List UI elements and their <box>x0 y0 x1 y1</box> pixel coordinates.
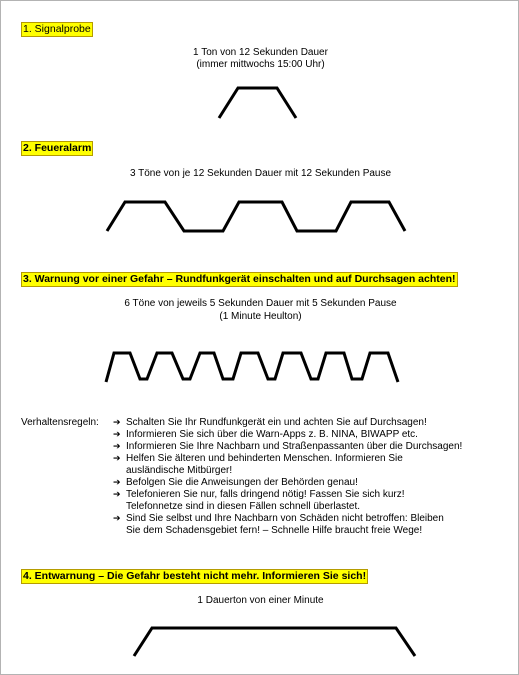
signal-curve-continuous-tone <box>134 628 415 656</box>
warnung-tone-diagram <box>1 346 519 391</box>
entwarnung-description: 1 Dauerton von einer Minute <box>197 595 324 606</box>
warnung-description: 6 Töne von jeweils 5 Sekunden Dauer mit 5 Sekunden Pause <box>124 298 397 309</box>
signal-curve-howling-tone <box>106 353 398 382</box>
right-arrow-icon: ➔ <box>113 454 121 464</box>
right-arrow-icon: ➔ <box>113 514 121 524</box>
signalprobe-note: (immer mittwochs 15:00 Uhr) <box>196 59 325 70</box>
signalprobe-tone-diagram <box>1 81 519 121</box>
rule-item: ➔ Informieren Sie Ihre Nachbarn und Straßenpassanten über die Durchsagen! <box>113 441 463 452</box>
right-arrow-icon: ➔ <box>113 418 121 428</box>
rule-item: ➔ Helfen Sie älteren und behinderten Menschen. Informieren Sie ausländische Mitbürger! <box>113 453 403 476</box>
right-arrow-icon: ➔ <box>113 478 121 488</box>
rules-list <box>113 417 513 537</box>
right-arrow-icon: ➔ <box>113 490 121 500</box>
heading-warnung: 3. Warnung vor einer Gefahr – Rundfunkgerät einschalten und auf Durchsagen achten! <box>23 273 456 285</box>
signal-curve-three-tones <box>107 202 405 231</box>
rules-label: Verhaltensregeln: <box>21 417 99 428</box>
right-arrow-icon: ➔ <box>113 430 121 440</box>
right-arrow-icon: ➔ <box>113 442 121 452</box>
feueralarm-tone-diagram <box>1 196 519 236</box>
rule-item: ➔ Befolgen Sie die Anweisungen der Behörden genau! <box>113 477 358 488</box>
rule-item: ➔ Schalten Sie Ihr Rundfunkgerät ein und achten Sie auf Durchsagen! <box>113 417 427 428</box>
heading-feueralarm: 2. Feueralarm <box>23 142 92 154</box>
entwarnung-tone-diagram <box>1 621 519 661</box>
heading-signalprobe: 1. Signalprobe <box>23 23 91 35</box>
signalprobe-description: 1 Ton von 12 Sekunden Dauer <box>193 47 328 58</box>
warnung-note: (1 Minute Heulton) <box>219 311 302 322</box>
rule-item: ➔ Sind Sie selbst und Ihre Nachbarn von Schäden nicht betroffen: Bleiben Sie dem Schadensgebiet fern! – Schnelle Hilfe braucht freie Wege! <box>113 513 444 536</box>
heading-entwarnung: 4. Entwarnung – Die Gefahr besteht nicht mehr. Informieren Sie sich! <box>23 570 367 582</box>
rule-item: ➔ Telefonieren Sie nur, falls dringend nötig! Fassen Sie sich kurz! Telefonnetze sind in diesen Fällen schnell überlastet. <box>113 489 405 512</box>
rule-item: ➔ Informieren Sie sich über die Warn-Apps z. B. NINA, BIWAPP etc. <box>113 429 418 440</box>
feueralarm-description: 3 Töne von je 12 Sekunden Dauer mit 12 Sekunden Pause <box>129 168 392 179</box>
signal-curve-single-tone <box>219 88 296 118</box>
